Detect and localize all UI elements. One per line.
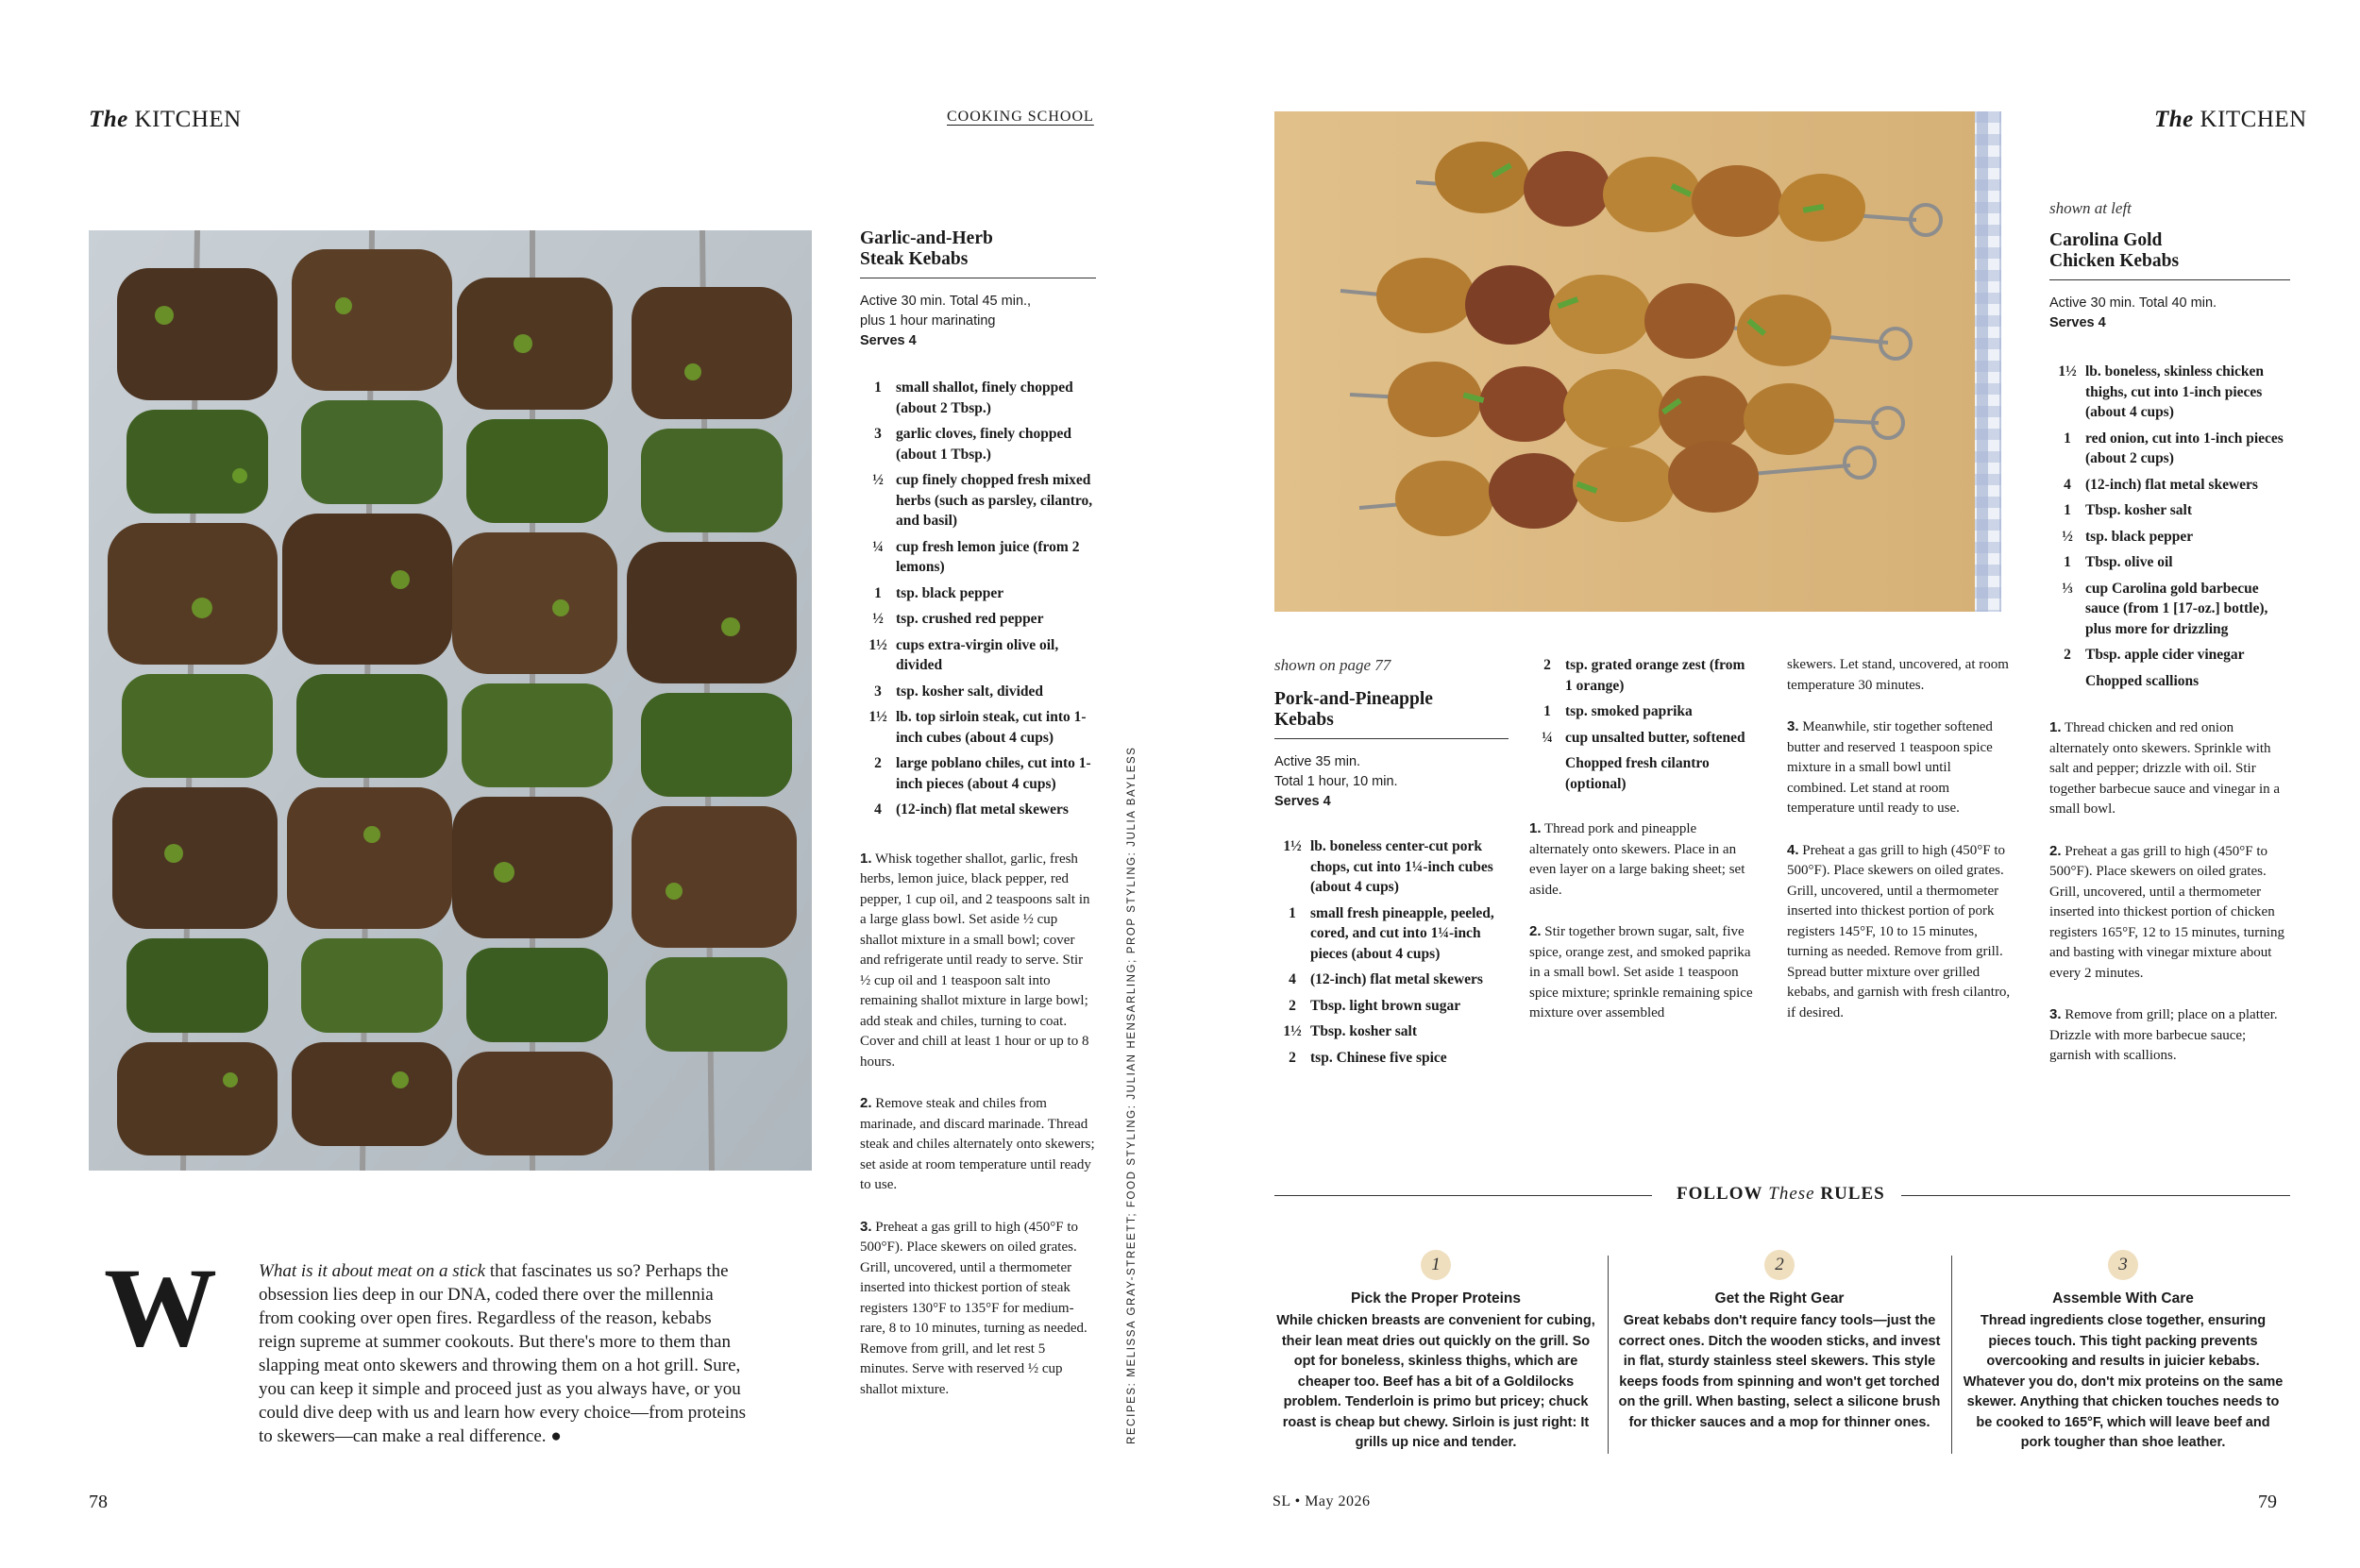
ingredient-item: ½ tsp. black pepper (2062, 528, 2194, 545)
recipe-steps (1787, 655, 2014, 1023)
ingredient-item: 1 Tbsp. olive oil (2064, 554, 2173, 570)
ingredient-item: ¼ cup unsalted butter, softened (1542, 729, 1745, 746)
title-rule (2049, 279, 2290, 280)
chicken-kebabs-photo (1274, 111, 2001, 612)
rule-1 (1274, 1250, 1597, 1454)
ingredient-item: ⅓ cup Carolina gold barbecue sauce (from 1 [17-oz.] bottle), plus more for drizzling (2062, 580, 2268, 637)
recipe-meta: Active 30 min. Total 40 min. Serves 4 (2049, 295, 2217, 330)
step: skewers. Let stand, uncovered, at room temperature 30 minutes. (1787, 657, 2009, 693)
chicken-kicker: shown at left (2049, 199, 2132, 217)
rule-title: Assemble With Care (2052, 1290, 2194, 1307)
ingredient-item: 1½ lb. boneless, skinless chicken thighs, cut into 1-inch pieces (about 4 cups) (2058, 363, 2265, 420)
left-brand: The KITCHEN (89, 107, 242, 132)
rule-number-badge: 3 (2108, 1250, 2138, 1280)
left-folio: 78 (89, 1492, 108, 1512)
ingredient-item: 2 tsp. Chinese five spice (1289, 1049, 1447, 1066)
ingredient-item: 1 red onion, cut into 1-inch pieces (about 2 cups) (2064, 430, 2284, 466)
pork-column-c (1787, 655, 2014, 1044)
ingredient-item: 3 tsp. kosher salt, divided (874, 683, 1044, 700)
intro-text: What is it about meat on a stick that fascinates us so? Perhaps the obsession lies deep in our DNA, coded there over the millennia from cooking over open fires. Regardless of the reason, kebabs reign supreme at summer cookouts. But there's more to them than slapping meat onto skewers and throwing them on a hot grill. Sure, you can keep it simple and proceed just as you always have, or you could dive deep with us and learn how every choice—from proteins to skewers—can make a real difference. ● (259, 1261, 747, 1446)
right-brand: The KITCHEN (2154, 107, 2307, 132)
ingredient-item: 2 large poblano chiles, cut into 1-inch pieces (about 4 cups) (874, 755, 1091, 792)
pork-kicker: shown on page 77 (1274, 656, 1391, 674)
rule-title: Get the Right Gear (1714, 1290, 1845, 1307)
rule-body: Great kebabs don't require fancy tools—just the correct ones. Ditch the wooden sticks, and invest in flat, sturdy stainless steel skewers. This style keeps foods from spinning and won't get torched on the grill. When basting, select a silicone brush for thicker sauces and a mop for thinner ones. (1618, 1313, 1941, 1430)
ingredient-item: 2 Tbsp. apple cider vinegar (2064, 647, 2245, 663)
ingredient-item: 1½ Tbsp. kosher salt (1283, 1023, 1417, 1039)
end-mark-icon: ● (550, 1426, 562, 1446)
recipe-title: Garlic-and-Herb Steak Kebabs (860, 228, 993, 269)
ingredient-item: 4 (12-inch) flat metal skewers (2064, 476, 2258, 493)
recipe-steps (860, 849, 1096, 1401)
step: 2. Preheat a gas grill to high (450°F to 500°F). Place skewers on oiled grates. Grill, uncovered, until a thermometer inserted into thickest portion of chicken registers 165°F, 12 to 15 minutes, turning and basting with vinegar mixture about every 2 minutes. (2049, 842, 2284, 981)
steak-recipe (860, 228, 1096, 1421)
step: 1. Whisk together shallot, garlic, fresh herbs, lemon juice, black pepper, red pepper, 1 cup oil, and 2 teaspoons salt in a large glass bowl. Set aside ½ cup shallot mixture in a small bowl; cover and refrigerate until ready to serve. Stir ½ cup oil and 1 teaspoon salt into remaining shallot mixture in large bowl; add steak and chiles, turning to coat. Cover and chill at least 1 hour or up to 8 hours. (860, 850, 1090, 1070)
step: 4. Preheat a gas grill to high (450°F to 500°F). Place skewers on oiled grates. Grill, uncovered, until a thermometer inserted into thickest portion of pork registers 145°F, 10 to 15 minutes, turning as needed. Remove from grill. Spread butter mixture over grilled kebabs, and garnish with fresh cilantro, if desired. (1787, 841, 2011, 1020)
ingredient-item: 1 tsp. black pepper (874, 584, 1004, 601)
step: 3. Remove from grill; place on a platter. Drizzle with more barbecue sauce; garnish with scallions. (2049, 1006, 2278, 1063)
recipe-steps (2049, 717, 2290, 1067)
ingredient-item: Chopped scallions (2085, 672, 2200, 689)
ingredient-item: 3 garlic cloves, finely chopped (about 1 Tbsp.) (874, 426, 1071, 463)
title-rule (1274, 738, 1509, 739)
recipe-steps (1529, 818, 1756, 1024)
step: 1. Thread pork and pineapple alternately onto skewers. Place in an even layer on a large baking sheet; set aside. (1529, 820, 1745, 898)
center-folio: SL • May 2026 (1273, 1493, 1371, 1509)
rule-number-badge: 1 (1421, 1250, 1451, 1280)
recipe-title: Carolina Gold Chicken Kebabs (2049, 230, 2180, 271)
recipe-title: Pork-and-Pineapple Kebabs (1274, 689, 1433, 730)
ingredient-item: 1½ cups extra-virgin olive oil, divided (868, 636, 1059, 673)
ingredient-item: ½ cup finely chopped fresh mixed herbs (such as parsley, cilantro, and basil) (872, 472, 1093, 529)
step: 3. Meanwhile, stir together softened butter and reserved 1 teaspoon spice mixture in a small bowl until combined. Let stand at room temperature until ready to use. (1787, 718, 1993, 816)
ingredient-item: 1 small fresh pineapple, peeled, cored, and cut into 1¼-inch pieces (about 4 cups) (1289, 904, 1494, 962)
rule-divider (1951, 1256, 1952, 1454)
rules-left-line (1274, 1195, 1652, 1196)
ingredient-list (2049, 362, 2290, 691)
ingredient-item: 1 Tbsp. kosher salt (2064, 502, 2192, 518)
ingredient-item: 2 Tbsp. light brown sugar (1289, 997, 1461, 1014)
rule-body: Thread ingredients close together, ensuring pieces touch. This tight packing prevents overcooking and results in juicier kebabs. Whatever you do, don't mix proteins on the same skewer. Anything that chicken touches needs to be cooked to 165°F, which will leave beef and pork tougher than shoe leather. (1963, 1313, 2284, 1450)
ingredient-item: 4 (12-inch) flat metal skewers (874, 801, 1069, 818)
ingredient-item: ½ tsp. crushed red pepper (872, 611, 1044, 627)
rule-title: Pick the Proper Proteins (1350, 1290, 1522, 1307)
rules-right-line (1901, 1195, 2290, 1196)
ingredient-item: Chopped fresh cilantro (optional) (1565, 755, 1710, 792)
right-folio: 79 (2258, 1492, 2277, 1512)
ingredient-list (860, 378, 1096, 820)
rule-divider (1608, 1256, 1609, 1454)
pork-recipe (1274, 655, 1509, 1073)
step: 1. Thread chicken and red onion alternately onto skewers. Sprinkle with salt and pepper; drizzle with oil. Stir together barbecue sauce and vinegar in a small bowl. (2049, 719, 2281, 817)
rule-3 (1962, 1250, 2284, 1454)
step: 2. Remove steak and chiles from marinade, and discard marinade. Thread steak and chiles alternately onto skewers; set aside at room temperature until ready to use. (860, 1095, 1095, 1192)
photo-credit: RECIPES: MELISSA GRAY-STREETT; FOOD STYLING: JULIAN HENSARLING; PROP STYLING: JULIA BAYLESS (1126, 746, 1138, 1444)
step: 3. Preheat a gas grill to high (450°F to 500°F). Place skewers on oiled grates. Grill, uncovered, until a thermometer inserted into thickest portion of steak registers 130°F to 135°F for medium-rare, 8 to 10 minutes, turning as needed. Remove from grill, and let rest 5 minutes. Serve with reserved ½ cup shallot mixture. (860, 1218, 1087, 1397)
ingredient-item: 4 (12-inch) flat metal skewers (1289, 971, 1483, 987)
recipe-meta: Active 30 min. Total 45 min., plus 1 hour marinating Serves 4 (860, 294, 1032, 348)
section-label: COOKING SCHOOL (947, 109, 1094, 125)
steak-kebabs-photo (89, 230, 812, 1171)
ingredient-item: 1½ lb. boneless center-cut pork chops, cut into 1¼-inch cubes (about 4 cups) (1283, 838, 1493, 895)
rule-number-badge: 2 (1764, 1250, 1795, 1280)
recipe-meta: Active 35 min. Total 1 hour, 10 min. Serves 4 (1274, 754, 1398, 809)
ingredient-item: 1 small shallot, finely chopped (about 2 Tbsp.) (874, 379, 1073, 416)
chicken-recipe (2049, 198, 2290, 1087)
ingredient-item: 2 tsp. grated orange zest (from 1 orange) (1543, 657, 1745, 694)
ingredient-item: 1½ lb. top sirloin steak, cut into 1-inch cubes (about 4 cups) (868, 709, 1087, 746)
ingredient-item: ¼ cup fresh lemon juice (from 2 lemons) (872, 538, 1080, 575)
rules-title: FOLLOW These RULES (1677, 1184, 1885, 1204)
ingredient-list (1274, 836, 1509, 1068)
rule-body: While chicken breasts are convenient for cubing, their lean meat dries out quickly on the grill. So opt for boneless, skinless thighs, which are cheaper too. Beef has a bit of a Goldilocks problem. Tenderloin is primo but pricey; chuck roast is cheap but chewy. Sirloin is just right: It grills up nice and tender. (1276, 1313, 1595, 1450)
rule-2 (1618, 1250, 1941, 1433)
pork-column-b (1529, 655, 1756, 1045)
drop-cap: W (104, 1244, 217, 1370)
step: 2. Stir together brown sugar, salt, five spice, orange zest, and smoked paprika in a small bowl. Set aside 1 teaspoon spice mixture; sprinkle remaining spice mixture over assembled (1529, 923, 1753, 1020)
ingredient-list (1529, 655, 1756, 794)
ingredient-item: 1 tsp. smoked paprika (1543, 703, 1693, 719)
